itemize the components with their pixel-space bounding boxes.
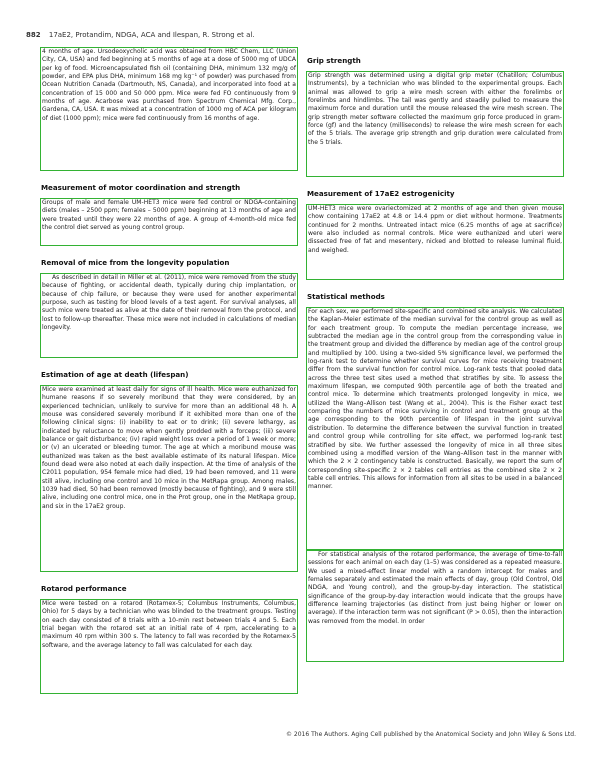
paragraph-removal-of-mice: As described in detail in Miller et al. (2011), mice were removed from the study because of fighting, or accidental death, typically during chip implantation, or because of chip failure, or because they were used for another experimental purpose, such as testing for blood levels of a test agent. For survival analyses, all such mice were treated as alive at the date of their removal from the protocol, and lost to follow-up thereafter. These mice were not included in calculations of median longevity. [40,273,298,358]
paragraph-age-at-death: Mice were examined at least daily for signs of ill health. Mice were euthanized for humane reasons if so severely moribund that they were considered, by an experienced technician, unlikely to survive for more than an additional 48 h. A mouse was considered severely moribund if it exhibited more than one of the following clinical signs: (i) inability to eat or to drink; (ii) severe lethargy, as indicated by reluctance to move when gently prodded with a forceps; (iii) severe balance or gait disturbance; (iv) rapid weight loss over a period of 1 week or more; or (v) an ulcerated or bleeding tumor. The age at which a moribund mouse was euthanized was taken as the best available estimate of its natural lifespan. Mice found dead were also noted at each daily inspection. At the time of analysis of the C2011 population, 954 female mice had died, 19 had been removed, and 11 were still alive, including one control and 10 mice in the MetRapa group. Among males, 1039 had died, 50 had been removed (mostly because of fighting), and 9 were still alive, including one control mice, one in the Prot group, one in the MetRapa group, and six in the 17aE2 group. [40,385,298,572]
paragraph-statistical-methods-1: For each sex, we performed site-specific and combined site analysis. We calculated the Kaplan–Meier estimate of the median survival for the control group as well as for each treatment group. To compute the median percentage increase, we subtracted the median age in the control group from the corresponding value in the treatment group and divided the difference by median age of the control group and multiplied by 100. Using a two-sided 5% significance level, we performed the log-rank test to determine whether survival curves for mice receiving treatment differ from the survival function for control mice. Log-rank tests that pooled data across the three test sites used a method that stratifies by site. To assess the maximum lifespan, we computed 90th percentile age of both the treated and control mice. To determine which treatments prolonged longevity in mice, we utilized the Wang–Allison test (Wang et al., 2004). This is the Fisher exact test comparing the numbers of mice surviving in control and treatment group at the age corresponding to the 90th percentile of lifespan in the joint survival distribution. To determine the difference between the survival function in treated and control group while controlling for site effect, we performed log-rank test stratified by site. We further assessed the longevity of mice in all three sites combined using a modified version of the Wang–Allison test in the manner with which the 2 × 2 contingency table is constructed. Basically, we report the sum of corresponding site-specific 2 × 2 tables cell entries as the combined site 2 × 2 table cell entries. This allows for information from all sites to be used in a balanced manner. [306,307,564,550]
page-number: 882 [26,31,41,39]
heading-grip-strength: Grip strength [307,56,361,65]
heading-rotarod: Rotarod performance [41,584,127,593]
heading-estrogenicity: Measurement of 17aE2 estrogenicity [307,189,455,198]
heading-motor-coordination: Measurement of motor coordination and strength [41,183,241,192]
paragraph-estrogenicity: UM-HET3 mice were ovariectomized at 2 months of age and then given mouse chow containing 17aE2 at 4.8 or 14.4 ppm or diet without hormone. Treatments continued for 2 months. Untreated intact mice (6.25 months of age at sacrifice) were also included as normal controls. Mice were euthanized and uteri were dissected free of fat and mesentery, nicked and blotted to release luminal fluid, and weighed. [306,204,564,280]
right-column [306,47,564,662]
paragraph-motor-coordination: Groups of male and female UM-HET3 mice were fed control or NDGA-containing diets (males – 2500 ppm; females – 5000 ppm) beginning at 13 months of age and were treated until they were 22 months of age. A group of 4-month-old mice fed the control diet served as young control group. [40,198,298,246]
running-header [26,31,576,43]
heading-statistical-methods: Statistical methods [307,292,385,301]
paragraph-statistical-methods-2: For statistical analysis of the rotarod performance, the average of time-to-fall sessions for each animal on each day (1–5) was considered as a repeated measure. We used a mixed-effect linear model with a random intercept for males and females separately and estimated the main effects of day, group (Old Control, Old NDGA, and Young control), and the group-by-day interaction. The statistical significance of the group-by-day interaction would indicate that the groups have difference learning trajectories (as distinct from just being higher or lower on average). If the interaction term was not significant (P > 0.05), then the interaction was removed from the model. In order [306,550,564,662]
running-title: 17aE2, Protandim, NDGA, ACA and Ilespan, R. Strong et al. [48,31,255,39]
intro-paragraph: 4 months of age. Ursodeoxycholic acid was obtained from HBC Chem, LLC (Union City, CA, USA) and fed beginning at 5 months of age at a dose of 5000 mg of UDCA per kg of food. Microencapsulated fish oil (containing DHA, minimum 132 mg/g of powder, and EPA plus DHA, minimum 168 mg kg⁻¹ of powder) was purchased from Ocean Nutrition Canada (Dartmouth, NS, Canada), and incorporated into food at a concentration of 15 000 and 50 000 ppm. Mice were fed FO continuously from 9 months of age. Acarbose was purchased from Spectrum Chemical Mfg. Corp., Gardena, CA, USA. It was mixed at a concentration of 1000 mg of ACA per kilogram of diet (1000 ppm); mice were fed continuously from 16 months of age. [40,47,298,171]
heading-age-at-death: Estimation of age at death (lifespan) [41,370,189,379]
heading-removal-of-mice: Removal of mice from the longevity population [41,258,230,267]
left-column [40,47,298,694]
copyright-footer: © 2016 The Authors. Aging Cell published by the Anatomical Society and John Wiley & Sons Ltd. [286,731,576,738]
paragraph-grip-strength: Grip strength was determined using a digital grip meter (Chatillon; Columbus Instruments), by a technician who was blinded to the experimental groups. Each animal was allowed to grip a wire mesh screen with either the forelimbs or forelimbs and hindlimbs. The tail was gently and steadily pulled to measure the maximum force and duration until the mouse released the wire mesh screen. The grip strength meter software collected the maximum grip force produced in gram-force (gf) and the latency (milliseconds) to release the wire mesh screen for each of the 5 trials. The average grip strength and grip duration were calculated from the 5 trials. [306,71,564,177]
paragraph-rotarod: Mice were tested on a rotarod (Rotamex-5; Columbus Instruments, Columbus, Ohio) for 5 days by a technician who was blinded to the treatment groups. Testing on each day consisted of 8 trials with a 10-min rest between trials 4 and 5. Each trial began with the rotarod set at an initial rate of 4 rpm, accelerating to a maximum 40 rpm within 300 s. The latency to fall was recorded by the Rotamex-5 software, and the average latency to fall was calculated for each day. [40,599,298,694]
